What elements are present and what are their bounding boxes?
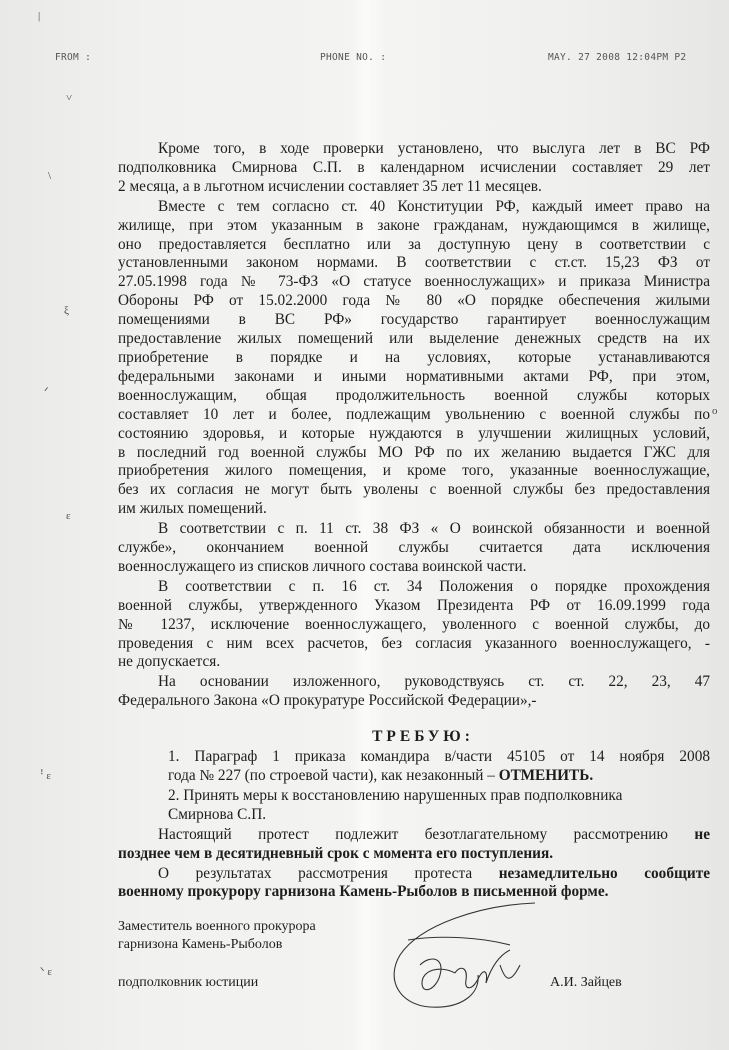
text-line: федеральными законами и иными нормативными актами РФ, при этом, xyxy=(118,367,710,385)
text-line: № 1237, исключение военнослужащего, уволенного с военной службы, до xyxy=(118,615,710,633)
text-segment: О результатах рассмотрения протеста xyxy=(158,864,499,882)
text-line xyxy=(118,845,710,864)
scan-mark: ξ xyxy=(64,305,69,317)
paragraph-basis xyxy=(118,673,710,711)
text-line: Смирнова С.П. xyxy=(168,805,267,823)
text-line: В соответствии с п. 16 ст. 34 Положения о порядке прохождения xyxy=(158,577,710,595)
text-line: 27.05.1998 года № 73-ФЗ «О статусе военнослужащих» и приказа Министра xyxy=(118,273,710,291)
text-line: установленными законом нормами. В соответствии с ст.ст. 15,23 ФЗ от xyxy=(118,254,710,272)
text-line: приобретения жилого помещения, и кроме того, указанные военнослужащие, xyxy=(118,462,710,480)
scan-mark: ɛ xyxy=(66,510,71,522)
handwritten-signature xyxy=(360,895,550,1020)
text-line: военной службы, утвержденного Указом Президента РФ от 16.09.1999 года xyxy=(118,596,710,614)
text-line xyxy=(168,767,710,786)
text-line: Вместе с тем согласно ст. 40 Конституции РФ, каждый имеет право на xyxy=(158,197,710,215)
paragraph-housing-rights xyxy=(118,198,710,519)
text-line: Федерального Закона «О прокуратуре Российской Федерации»,- xyxy=(118,692,537,710)
demand-item-1 xyxy=(118,748,710,786)
text-line: подполковника Смирнова С.П. в календарном исчислении составляет 29 лет xyxy=(118,158,710,176)
text-line: В соответствии с п. 11 ст. 38 ФЗ « О воинской обязанности и военной xyxy=(158,520,710,538)
text-line xyxy=(118,826,710,845)
scan-mark: o xyxy=(712,405,718,417)
text-line: предоставление жилых помещений или выделение денежных средств на их xyxy=(118,330,710,348)
bold-text: позднее чем в десятидневный срок с момента его поступления. xyxy=(118,844,554,862)
text-line: без их согласия не могут быть уволены с военной службы без предоставления xyxy=(118,481,710,499)
text-line: На основании изложенного, руководствуясь ст. ст. 22, 23, 47 xyxy=(158,673,710,691)
text-line: 2. Принять меры к восстановлению нарушенных прав подполковника xyxy=(168,786,623,804)
paragraph-service-length xyxy=(118,140,710,197)
scan-mark: ᐟ xyxy=(44,386,49,398)
fax-phone: PHONE NO. : xyxy=(320,52,387,63)
text-line: Обороны РФ от 15.02.2000 года № 80 «О порядке обеспечения жилыми xyxy=(118,292,710,310)
text-line: 2 месяца, а в льготном исчислении составляет 35 лет 11 месяцев. xyxy=(118,177,542,195)
text-line: в последний год военной службы МО РФ по их желанию выдается ГЖС для xyxy=(118,443,710,461)
text-line: проведения с ним всех расчетов, без согласия указанного военнослужащего, - xyxy=(118,634,710,652)
scan-mark: ᐠ ε xyxy=(40,966,53,978)
text-segment: года № 227 (по строевой части), как незаконный – xyxy=(168,767,499,784)
text-line: оно предоставляется бесплатно или за доступную цену в соответствии с xyxy=(118,235,710,253)
text-line: 1. Параграф 1 приказа командира в/части 45105 от 14 ноября 2008 xyxy=(168,748,710,766)
text-line: помещениями в ВС РФ» государство гарантирует военнослужащим xyxy=(118,311,710,329)
document-body xyxy=(118,140,710,992)
text-line: Кроме того, в ходе проверки установлено, что выслуга лет в ВС РФ xyxy=(158,140,710,157)
signatory-name: А.И. Зайцев xyxy=(550,975,622,991)
text-line: военнослужащим, общая продолжительность военной службы которых xyxy=(118,386,710,404)
text-segment: Настоящий протест подлежит безотлагательному рассмотрению xyxy=(158,825,695,843)
bold-text: ОТМЕНИТЬ. xyxy=(498,767,594,784)
fax-datetime: MAY. 27 2008 12:04PM P2 xyxy=(548,52,687,63)
text-line xyxy=(118,865,710,884)
bold-text: военному прокурору гарнизона Камень-Рыболов в письменной форме. xyxy=(118,883,609,901)
signatory-position-1: Заместитель военного прокурора xyxy=(118,919,316,935)
demand-heading: ТРЕБУЮ: xyxy=(372,728,474,746)
signatory-rank: подполковник юстиции xyxy=(118,975,259,991)
scan-mark: ˅ xyxy=(66,92,73,104)
text-line: не допускается. xyxy=(118,653,221,671)
bold-text: незамедлительно сообщите xyxy=(498,864,710,882)
signatory-position-2: гарнизона Камень-Рыболов xyxy=(118,937,283,953)
demand-item-2 xyxy=(118,787,710,825)
text-line: им жилых помещений. xyxy=(118,500,267,518)
scan-mark: \ xyxy=(48,170,52,182)
scan-mark: | xyxy=(38,10,41,22)
fax-from: FROM : xyxy=(55,52,92,63)
paragraph-service-regulation xyxy=(118,578,710,673)
text-line: состоянию здоровья, и которые нуждаются в улучшении жилищных условий, xyxy=(118,424,710,442)
text-line: составляет 10 лет и более, подлежащим увольнению с военной службы по xyxy=(118,405,710,423)
scan-mark: ꜝ ε xyxy=(40,770,52,782)
paragraph-military-duty-law xyxy=(118,520,710,577)
notice-paragraph xyxy=(118,826,710,864)
text-line: военнослужащего из списков личного состава воинской части. xyxy=(118,557,527,575)
text-line: приобретение в порядке и на условиях, которые устанавливаются xyxy=(118,348,710,366)
text-line: службе», окончанием военной службы считается дата исключения xyxy=(118,539,710,557)
bold-text: не xyxy=(694,825,710,843)
text-line: жилище, при этом указанным в законе гражданам, нуждающимся в жилище, xyxy=(118,216,710,234)
